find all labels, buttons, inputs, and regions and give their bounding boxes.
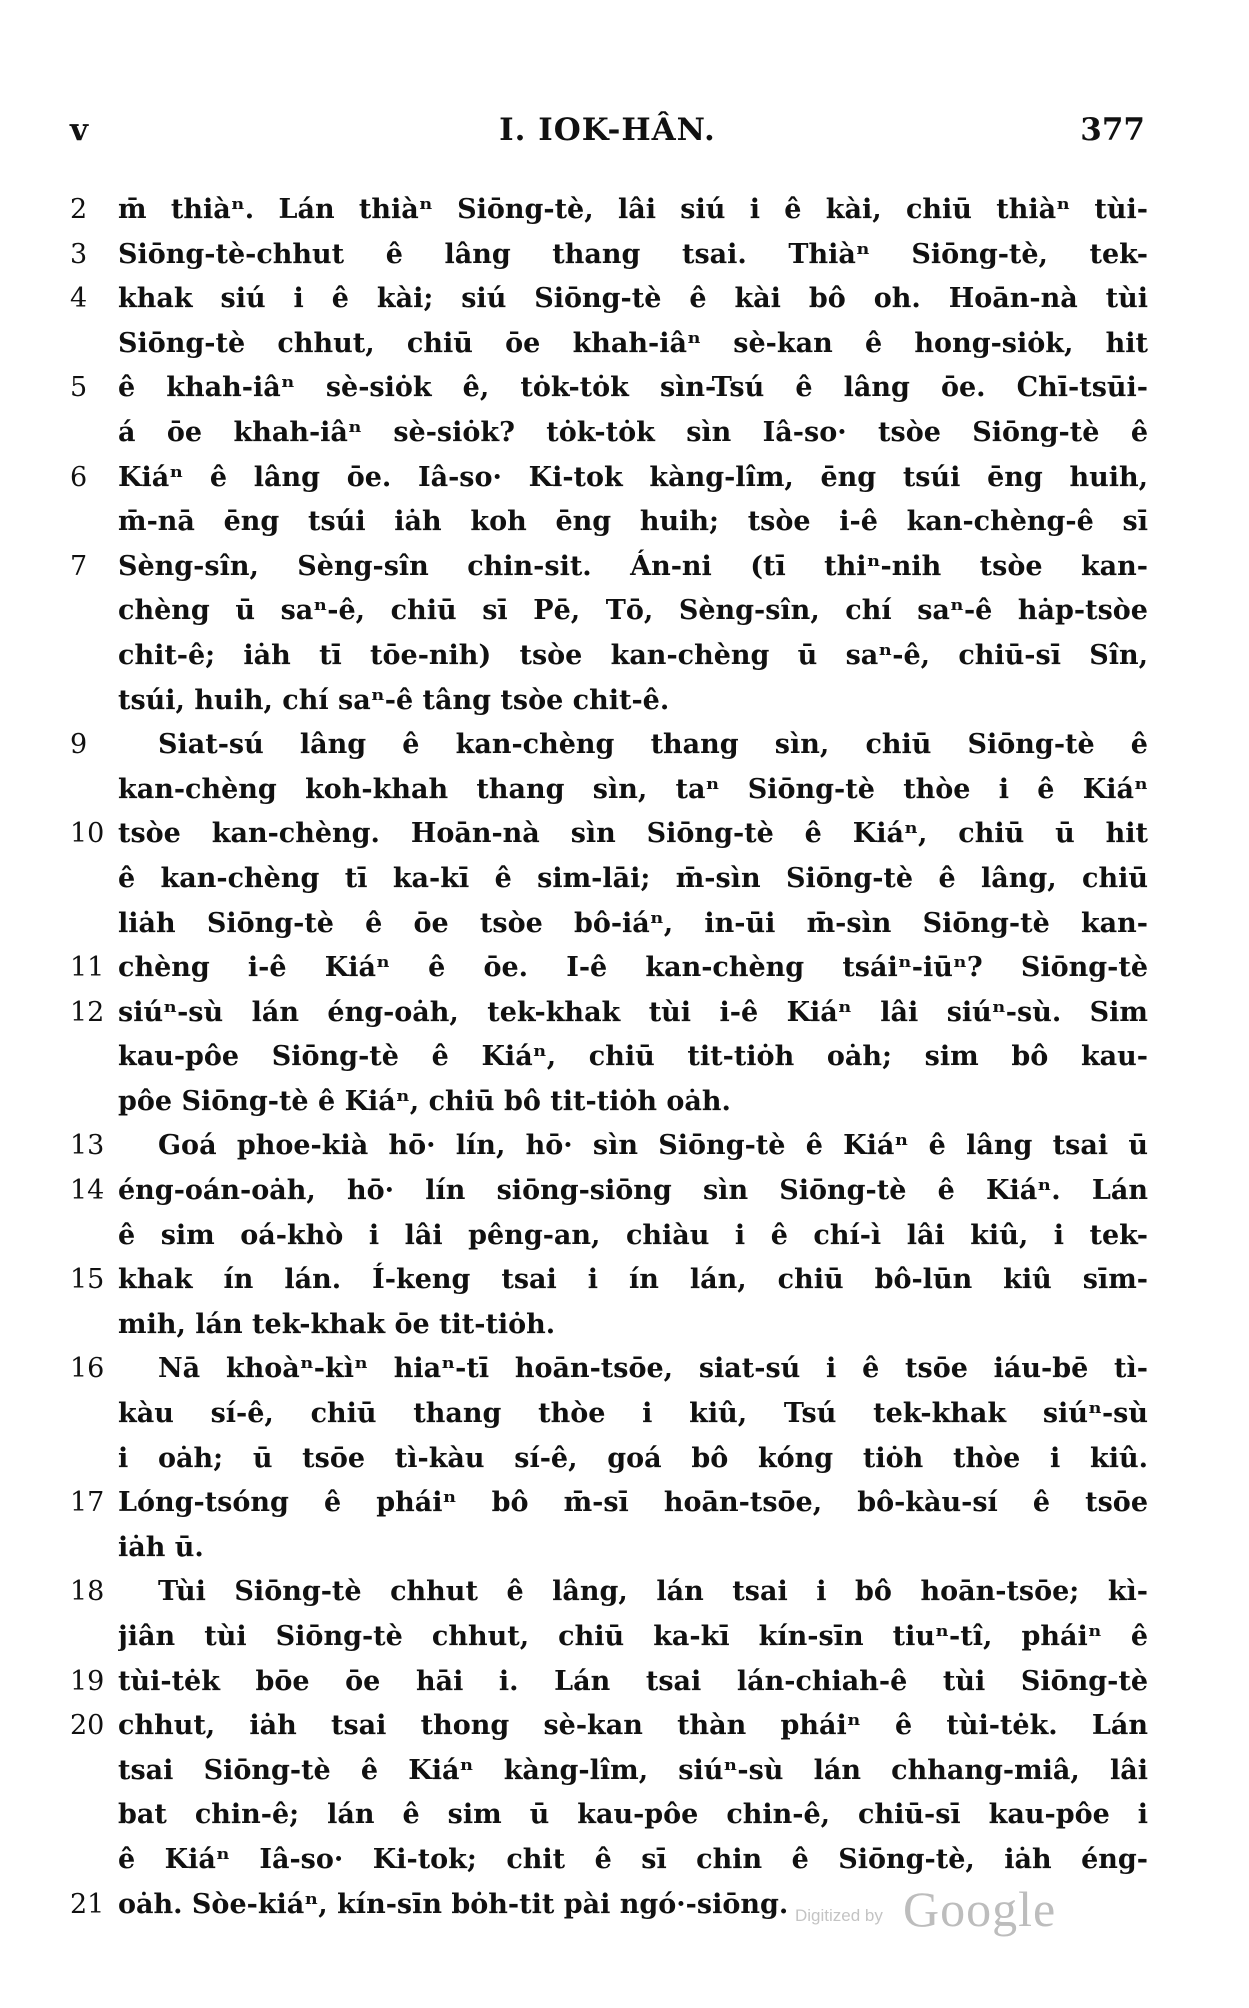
text-line [70,1615,1150,1660]
line-text: ê sim oá-khò i lâi pêng-an, chiàu i ê chí-ì lâi kiû, i tek- [118,1219,1148,1251]
line-text: tsòe kan-chèng. Hoān-nà sìn Siōng-tè ê Kiáⁿ, chiū ū hit [118,818,1148,850]
text-line [70,723,1150,768]
watermark-prefix: Digitized by [795,1906,883,1925]
text-line [70,1303,1150,1348]
line-text: tsúi, huih, chí saⁿ-ê tâng tsòe chit-ê. [118,684,670,716]
text-line [70,634,1150,679]
verse-number: 19 [70,1665,105,1697]
text-line [70,812,1150,857]
google-logo: Google [903,1881,1057,1937]
line-text: jiân tùi Siōng-tè chhut, chiū ka-kī kín-sīn tiuⁿ-tî, pháiⁿ ê [118,1621,1148,1652]
digitized-watermark [795,1880,1165,1950]
text-line [70,1749,1150,1794]
line-text: éng-oán-oȧh, hō· lín siōng-siōng sìn Siōng-tè ê Kiáⁿ. Lán [118,1175,1148,1207]
text-line [70,679,1150,724]
verse-number: 17 [70,1487,105,1519]
line-text: chèng ū saⁿ-ê, chiū sī Pē, Tō, Sèng-sîn, chí saⁿ-ê hȧp-tsòe [118,595,1148,627]
text-line [70,589,1150,634]
line-text: Siōng-tè chhut, chiū ōe khah-iâⁿ sè-kan ê hong-siȯk, hit [118,327,1148,359]
verse-number: 16 [70,1353,105,1385]
text-line [70,322,1150,367]
verse-number: 15 [70,1264,105,1296]
verse-number: 20 [70,1710,105,1742]
line-text: Siōng-tè-chhut ê lâng thang tsai. Thiàⁿ Siōng-tè, tek- [118,238,1148,270]
text-line [70,366,1150,411]
text-line [70,1704,1150,1749]
text-line [70,1481,1150,1526]
text-line [70,991,1150,1036]
verse-number: 21 [70,1888,105,1920]
line-text: oȧh. Sòe-kiáⁿ, kín-sīn bȯh-tit pài ngó·-siōng. [118,1888,789,1920]
verse-number: 2 [70,194,88,225]
line-text: Tùi Siōng-tè chhut ê lâng, lán tsai i bô hoān-tsōe; kì- [158,1576,1148,1608]
line-text: khak ín lán. Í-keng tsai i ín lán, chiū bô-lūn kiû sīm- [118,1264,1148,1296]
line-text: chèng i-ê Kiáⁿ ê ōe. I-ê kan-chèng tsáiⁿ-iūⁿ? Siōng-tè [118,952,1148,984]
verse-number: 13 [70,1130,105,1162]
text-line [70,411,1150,456]
chapter-title: I. IOK-HÂN. [499,112,716,148]
text-line [70,277,1150,322]
text-line [70,1258,1150,1303]
line-text: siúⁿ-sù lán éng-oȧh, tek-khak tùi i-ê Kiáⁿ lâi siúⁿ-sù. Sim [118,996,1148,1028]
text-line [70,1124,1150,1169]
line-text: Goá phoe-kià hō· lín, hō· sìn Siōng-tè ê Kiáⁿ ê lâng tsai ū [158,1130,1148,1162]
text-line [70,1437,1150,1482]
line-text: khak siú i ê kài; siú Siōng-tè ê kài bô oh. Hoān-nà tùi [118,283,1148,315]
line-text: á ōe khah-iâⁿ sè-siȯk? tȯk-tȯk sìn Iâ-so· tsòe Siōng-tè ê [118,416,1148,448]
verse-number: 12 [70,996,105,1028]
text-line [70,1838,1150,1883]
verse-number: 5 [70,372,88,404]
text-line [70,188,1150,233]
line-text: ê Kiáⁿ Iâ-so· Ki-tok; chit ê sī chin ê Siōng-tè, iȧh éng- [118,1843,1148,1875]
verse-number: 18 [70,1576,105,1608]
text-line [70,1214,1150,1259]
line-text: chit-ê; iȧh tī tōe-nih) tsòe kan-chèng ū saⁿ-ê, chiū-sī Sîn, [118,639,1148,671]
line-text: kàu sí-ê, chiū thang thòe i kiû, Tsú tek-khak siúⁿ-sù [118,1398,1148,1430]
line-text: liȧh Siōng-tè ê ōe tsòe bô-iáⁿ, in-ūi m̄-sìn Siōng-tè kan- [118,907,1148,939]
text-line [70,946,1150,991]
text-line [70,545,1150,590]
text-line [70,1080,1150,1125]
text-line [70,1169,1150,1214]
line-text: iȧh ū. [118,1531,204,1563]
line-text: m̄-nā ēng tsúi iȧh koh ēng huih; tsòe i-ê kan-chèng-ê sī [118,506,1148,538]
line-text: Kiáⁿ ê lâng ōe. Iâ-so· Ki-tok kàng-lîm, ēng tsúi ēng huih, [118,461,1148,493]
running-header [70,112,1145,162]
verse-number: 4 [70,283,88,315]
line-text: mih, lán tek-khak ōe tit-tiȯh. [118,1308,556,1340]
line-text: kan-chèng koh-khah thang sìn, taⁿ Siōng-tè thòe i ê Kiáⁿ [118,773,1148,805]
line-text: ê kan-chèng tī ka-kī ê sim-lāi; m̄-sìn Siōng-tè ê lâng, chiū [118,862,1148,894]
text-line [70,1347,1150,1392]
line-text: Nā khoàⁿ-kìⁿ hiaⁿ-tī hoān-tsōe, siat-sú i ê tsōe iáu-bē tì- [158,1353,1148,1385]
verse-number: 10 [70,818,105,850]
page-number: 377 [1080,112,1145,148]
verse-number: 6 [70,461,88,493]
line-text: kau-pôe Siōng-tè ê Kiáⁿ, chiū tit-tiȯh oȧh; sim bô kau- [118,1041,1148,1073]
line-text: Lóng-tsóng ê pháiⁿ bô m̄-sī hoān-tsōe, bô-kàu-sí ê tsōe [118,1487,1148,1519]
line-text: Siat-sú lâng ê kan-chèng thang sìn, chiū Siōng-tè ê [158,729,1148,761]
line-text: bat chin-ê; lán ê sim ū kau-pôe chin-ê, chiū-sī kau-pôe i [118,1799,1148,1831]
text-line [70,1392,1150,1437]
text-line [70,233,1150,278]
text-body [70,188,1150,1927]
line-text: chhut, iȧh tsai thong sè-kan thàn pháiⁿ ê tùi-tėk. Lán [118,1710,1148,1742]
text-line [70,857,1150,902]
line-text: tsai Siōng-tè ê Kiáⁿ kàng-lîm, siúⁿ-sù lán chhang-miâ, lâi [118,1754,1148,1786]
line-text: ê khah-iâⁿ sè-siȯk ê, tȯk-tȯk sìn-Tsú ê lâng ōe. Chī-tsūi- [118,372,1148,404]
text-line [70,902,1150,947]
line-text: tùi-tėk bōe ōe hāi i. Lán tsai lán-chiah-ê tùi Siōng-tè [118,1665,1148,1697]
verse-number: 11 [70,952,105,984]
text-line [70,1660,1150,1705]
text-line [70,768,1150,813]
line-text: i oȧh; ū tsōe tì-kàu sí-ê, goá bô kóng tiȯh thòe i kiû. [118,1442,1148,1474]
verse-number: 14 [70,1175,105,1207]
verse-number: 3 [70,238,88,270]
text-line [70,1570,1150,1615]
line-text: Sèng-sîn, Sèng-sîn chin-sit. Án-ni (tī thiⁿ-nih tsòe kan- [118,550,1148,582]
line-text: pôe Siōng-tè ê Kiáⁿ, chiū bô tit-tiȯh oȧh. [118,1085,731,1117]
text-line [70,1035,1150,1080]
signature-mark: v [70,112,89,148]
text-line [70,1526,1150,1571]
verse-number: 7 [70,550,88,582]
verse-number: 9 [70,729,88,761]
text-line [70,456,1150,501]
text-line [70,500,1150,545]
line-text: m̄ thiàⁿ. Lán thiàⁿ Siōng-tè, lâi siú i ê kài, chiū thiàⁿ tùi- [118,194,1148,225]
text-line [70,1793,1150,1838]
